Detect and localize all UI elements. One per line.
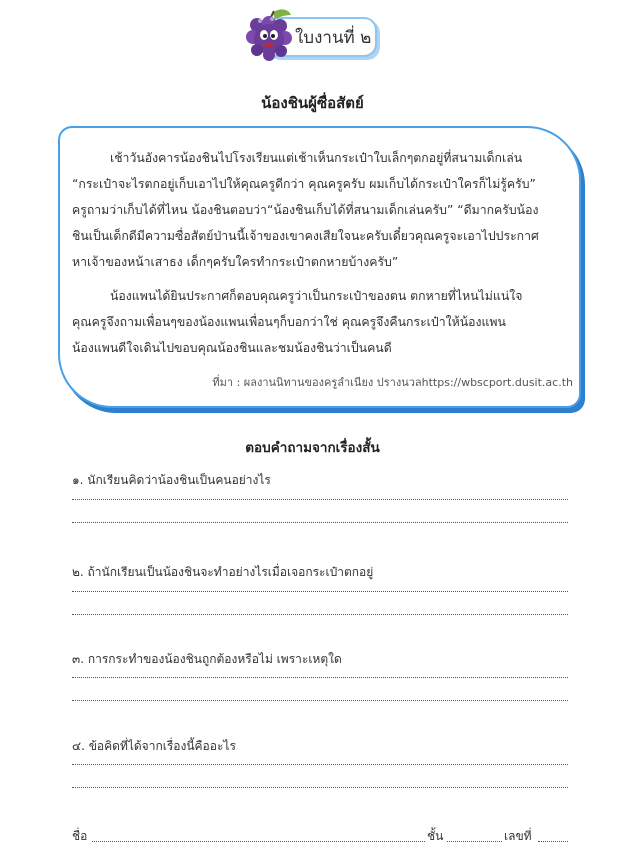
class-field[interactable] [447, 841, 502, 842]
number-label: เลขที่ [504, 829, 532, 843]
story-paragraph-1 [72, 145, 572, 275]
answer-line[interactable] [72, 522, 568, 523]
worksheet-title: ใบงานที่ ๒ [295, 28, 372, 48]
story-line: น้องแพนดีใจเดินไปขอบคุณน้องชินและชมน้องชินว่าเป็นคนดี [72, 341, 392, 355]
story-line: ครูถามว่าเก็บได้ที่ไหน น้องชินตอบว่า“น้องชินเก็บได้ที่สนามเด็กเล่นครับ” “ดีมากครับน้อง [72, 203, 539, 217]
name-field[interactable] [92, 841, 425, 842]
answer-line[interactable] [72, 764, 568, 765]
answer-line[interactable] [72, 677, 568, 678]
question-1: ๑. นักเรียนคิดว่าน้องชินเป็นคนอย่างไร [72, 473, 271, 487]
story-source: ที่มา : ผลงานนิทานของครูลำเนียง ปรางนวลhttps://wbscport.dusit.ac.th [212, 376, 573, 389]
name-label: ชื่อ [72, 829, 88, 843]
questions-title: ตอบคำถามจากเรื่องสั้น [245, 440, 380, 456]
story-line: ชินเป็นเด็กดีมีความซื่อสัตย์ป่านนี้เจ้าของเขาคงเสียใจนะครับเดี๋ยวคุณครูจะเอาไปประกาศ [72, 229, 539, 243]
answer-line[interactable] [72, 614, 568, 615]
question-2: ๒. ถ้านักเรียนเป็นน้องชินจะทำอย่างไรเมื่อเจอกระเป๋าตกอยู่ [72, 565, 374, 579]
answer-line[interactable] [72, 591, 568, 592]
answer-line[interactable] [72, 499, 568, 500]
story-line: “กระเป๋าจะไรตกอยู่เก็บเอาไปให้คุณครูดีกว่า คุณครูครับ ผมเก็บได้กระเป๋าใครก็ไม่รู้ครับ” [72, 177, 536, 191]
grape-mascot-icon [243, 7, 298, 62]
story-line: เช้าวันอังคารน้องชินไปโรงเรียนแต่เช้าเห็นกระเป๋าใบเล็กๆตกอยู่ที่สนามเด็กเล่น [110, 151, 523, 165]
answer-line[interactable] [72, 700, 568, 701]
story-title: น้องชินผู้ซื่อสัตย์ [261, 94, 364, 112]
story-line: น้องแพนได้ยินประกาศก็ตอบคุณครูว่าเป็นกระเป๋าของตน ตกหายที่ไหนไม่แน่ใจ [110, 289, 523, 303]
answer-line[interactable] [72, 787, 568, 788]
story-line: หาเจ้าของหน้าเสาธง เด็กๆครับใครทำกระเป๋าตกหายบ้างครับ” [72, 255, 399, 269]
number-field[interactable] [538, 841, 568, 842]
question-3: ๓. การกระทำของน้องชินถูกต้องหรือไม่ เพราะเหตุใด [72, 652, 342, 666]
story-line: คุณครูจึงถามเพื่อนๆของน้องแพนเพื่อนๆก็บอกว่าใช่ คุณครูจึงคืนกระเป๋าให้น้องแพน [72, 315, 506, 329]
story-paragraph-2 [72, 283, 572, 361]
question-4: ๔. ข้อคิดที่ได้จากเรื่องนี้คืออะไร [72, 739, 236, 753]
class-label: ชั้น [427, 829, 444, 843]
